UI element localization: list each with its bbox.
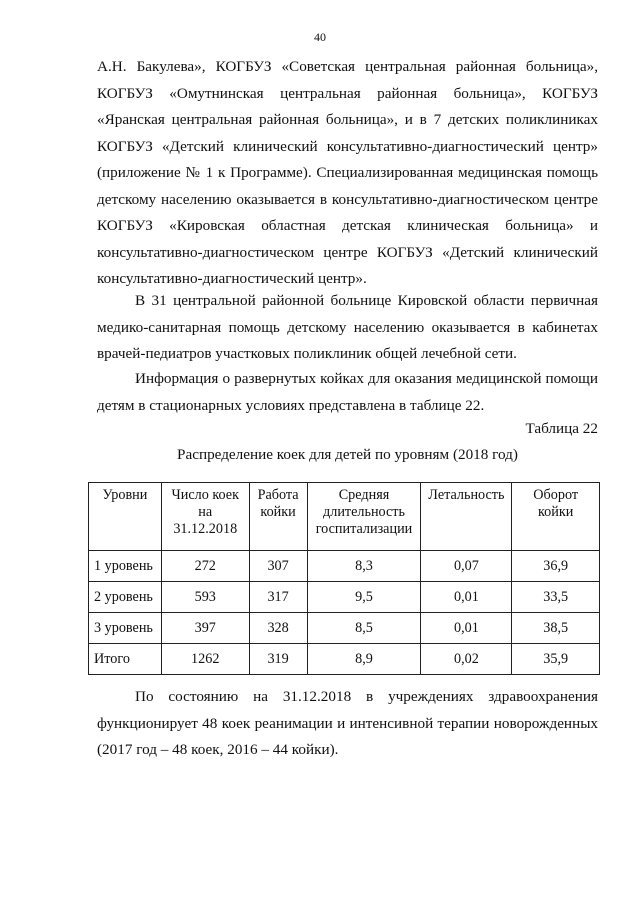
cell-lethality: 0,07	[421, 551, 512, 582]
cell-avg-stay: 8,9	[307, 644, 421, 675]
header-bed-work: Работа койки	[249, 483, 307, 551]
table-row	[89, 582, 600, 613]
paragraph-4	[97, 684, 598, 764]
cell-avg-stay: 8,3	[307, 551, 421, 582]
header-beds: Число коек на 31.12.2018	[161, 483, 249, 551]
paragraph-4-text: По состоянию на 31.12.2018 в учреждениях здравоохранения функционирует 48 коек реанимации и интенсивной терапии новорожденных (2017 год – 48 коек, 2016 – 44 койки).	[97, 688, 598, 758]
cell-beds: 1262	[161, 644, 249, 675]
cell-lethality: 0,01	[421, 613, 512, 644]
table-caption: Распределение коек для детей по уровням (2018 год)	[177, 446, 518, 463]
cell-bed-work: 319	[249, 644, 307, 675]
cell-turnover: 38,5	[512, 613, 600, 644]
cell-level: 2 уровень	[89, 582, 162, 613]
header-turnover: Оборот койки	[512, 483, 600, 551]
cell-lethality: 0,02	[421, 644, 512, 675]
cell-avg-stay: 9,5	[307, 582, 421, 613]
table-number: Таблица 22	[525, 420, 598, 437]
cell-level: 1 уровень	[89, 551, 162, 582]
cell-avg-stay: 8,5	[307, 613, 421, 644]
cell-bed-work: 307	[249, 551, 307, 582]
cell-lethality: 0,01	[421, 582, 512, 613]
header-avg-stay: Средняя длительность госпитализации	[307, 483, 421, 551]
cell-level: Итого	[89, 644, 162, 675]
paragraph-1-text: А.Н. Бакулева», КОГБУЗ «Советская центральная районная больница», КОГБУЗ «Омутнинская центральная районная больница», КОГБУЗ «Яранская центральная районная больница», и в 7 детских поликлиниках КОГБУЗ «Детский клинический консультативно-диагностический центр» (приложение № 1 к Программе). Специализированная медицинская помощь детскому населению оказывается в консультативно-диагностическом центре КОГБУЗ «Кировская областная детская клиническая больница» и консультативно-диагностическом центре КОГБУЗ «Детский клинический консультативно-диагностический центр».	[97, 58, 598, 287]
cell-turnover: 36,9	[512, 551, 600, 582]
paragraph-3	[97, 366, 598, 419]
paragraph-2-text: В 31 центральной районной больнице Кировской области первичная медико-санитарная помощь детскому населению оказывается в кабинетах врачей-педиатров участковых поликлиник общей лечебной сети.	[97, 292, 598, 362]
header-level: Уровни	[89, 483, 162, 551]
beds-table	[88, 482, 600, 675]
cell-turnover: 35,9	[512, 644, 600, 675]
table-header-row	[89, 483, 600, 551]
cell-turnover: 33,5	[512, 582, 600, 613]
paragraph-3-text: Информация о развернутых койках для оказания медицинской помощи детям в стационарных условиях представлена в таблице 22.	[97, 370, 598, 414]
cell-bed-work: 328	[249, 613, 307, 644]
header-lethality: Летальность	[421, 483, 512, 551]
cell-beds: 593	[161, 582, 249, 613]
table-row	[89, 613, 600, 644]
cell-bed-work: 317	[249, 582, 307, 613]
paragraph-2	[97, 288, 598, 368]
paragraph-1	[97, 54, 598, 293]
cell-beds: 272	[161, 551, 249, 582]
cell-level: 3 уровень	[89, 613, 162, 644]
cell-beds: 397	[161, 613, 249, 644]
table-row-total	[89, 644, 600, 675]
table-row	[89, 551, 600, 582]
page-number: 40	[314, 30, 326, 44]
